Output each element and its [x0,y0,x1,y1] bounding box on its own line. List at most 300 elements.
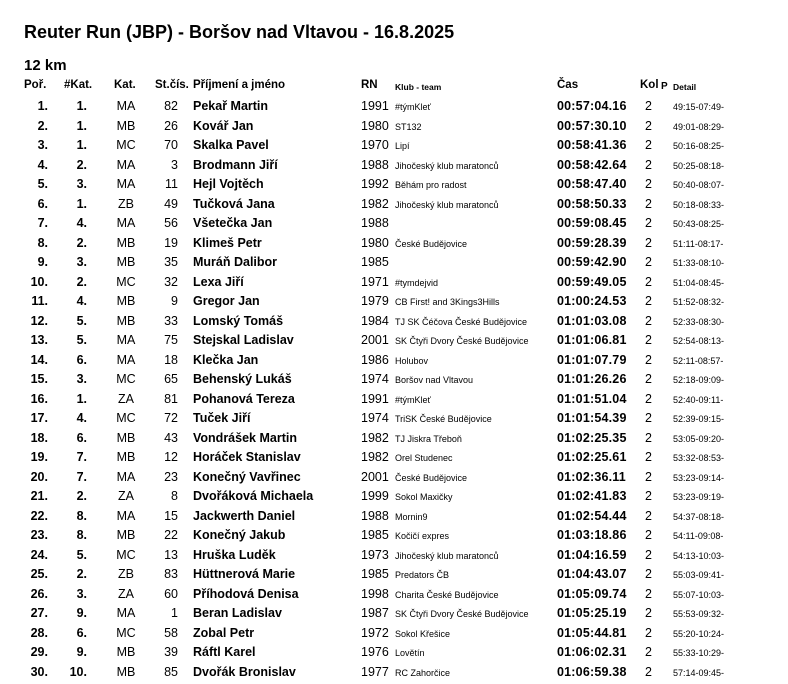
finish-time: 00:58:50.33 [557,196,627,211]
start-number: 83 [164,567,178,581]
split-detail: 51:11-08:17- [673,238,724,249]
rank: 18. [30,430,48,445]
split-detail: 52:11-08:57- [673,355,724,366]
table-row [0,546,788,566]
table-row [0,585,788,605]
category-rank: 9. [76,606,87,620]
category: ZA [118,489,134,503]
table-row [0,565,788,585]
header-kol: Kol [640,79,659,91]
rank: 24. [30,547,48,562]
club: Sokol Maxičky [395,492,453,502]
runner-name: Skalka Pavel [193,138,269,152]
rank: 10. [30,274,48,289]
runner-name: Dvořák Bronislav [193,664,296,679]
category-rank: 2. [76,157,87,172]
laps: 2 [645,625,652,640]
start-number: 82 [164,99,178,113]
finish-time: 00:57:30.10 [557,118,627,133]
runner-name: Zobal Petr [193,625,255,640]
rank: 28. [30,625,48,640]
table-row [0,175,788,195]
split-detail: 52:18-09:09- [673,375,725,385]
category-rank: 1. [76,99,87,113]
results-table [0,97,788,682]
finish-time: 01:01:26.26 [557,372,627,386]
start-number: 15 [164,508,178,523]
start-number: 32 [164,274,178,289]
rank: 25. [30,567,48,581]
birth-year: 1984 [361,313,389,328]
club: TJ Jiskra Třeboň [395,433,462,444]
table-row [0,156,788,176]
laps: 2 [645,586,652,601]
category: MB [116,664,136,679]
split-detail: 50:43-08:25- [673,219,725,229]
birth-year: 1985 [361,528,389,542]
table-row [0,409,788,429]
laps: 2 [645,235,652,250]
split-detail: 53:05-09:20- [673,433,725,444]
category: MA [116,157,136,172]
category: MA [116,352,136,367]
birth-year: 1982 [361,196,389,211]
birth-year: 1988 [361,216,389,230]
rank: 21. [30,489,48,503]
category-rank: 5. [76,547,87,562]
runner-name: Lexa Jiří [193,274,244,289]
category-rank: 3. [76,255,87,269]
category-rank: 6. [76,430,87,445]
category: MA [116,99,136,113]
finish-time: 01:01:07.79 [557,352,627,367]
rank: 6. [37,196,48,211]
category-rank: 6. [76,625,87,640]
category: MA [116,333,136,347]
rank: 8. [37,235,48,250]
category: MA [116,216,136,230]
category: ZA [118,586,134,601]
runner-name: Behenský Lukáš [193,372,292,386]
rank: 22. [30,508,48,523]
runner-name: Klimeš Petr [193,235,262,250]
birth-year: 1999 [361,489,389,503]
club: TJ SK Čéčova České Budějovice [395,316,528,327]
rank: 4. [37,157,48,172]
rank: 7. [37,216,48,230]
category-rank: 3. [76,586,87,601]
split-detail: 55:03-09:41- [673,570,725,580]
laps: 2 [645,255,652,269]
category: MA [116,508,136,523]
runner-name: Tučková Jana [193,196,275,211]
start-number: 85 [164,664,178,679]
header-por: Poř. [24,79,47,91]
split-detail: 55:07-10:03- [673,589,725,600]
runner-name: Hejl Vojtěch [193,177,264,191]
laps: 2 [645,411,652,425]
start-number: 18 [164,352,178,367]
category-rank: 2. [76,489,87,503]
category: MC [116,625,136,640]
club: České Budějovice [395,238,468,249]
laps: 2 [645,450,652,464]
table-header [0,79,788,95]
header-club: Klub - team [395,82,442,92]
runner-name: Horáček Stanislav [193,450,301,464]
club: #týmKleť [395,394,431,405]
laps: 2 [645,313,652,328]
runner-name: Kovář Jan [193,118,254,133]
category: ZB [118,196,134,211]
rank: 13. [30,333,48,347]
rank: 2. [37,118,48,133]
start-number: 56 [164,216,178,230]
laps: 2 [645,645,652,659]
club: Predators ČB [395,570,450,580]
table-row [0,526,788,546]
laps: 2 [645,138,652,152]
header-kat-num: #Kat. [64,79,93,91]
club: #týmKleť [395,102,431,112]
category: MA [116,606,136,620]
split-detail: 52:40-09:11- [673,394,724,405]
club: SK Čtyři Dvory České Budějovice [395,609,529,619]
table-row [0,390,788,410]
split-detail: 54:13-10:03- [673,550,725,561]
category-rank: 1. [76,391,87,406]
start-number: 22 [164,528,178,542]
laps: 2 [645,508,652,523]
table-row [0,487,788,507]
club: Boršov nad Vltavou [395,375,474,385]
split-detail: 54:37-08:18- [673,511,725,522]
split-detail: 55:53-09:32- [673,609,725,619]
birth-year: 1980 [361,118,389,133]
runner-name: Klečka Jan [193,352,259,367]
category: MC [116,138,136,152]
birth-year: 1972 [361,625,389,640]
split-detail: 49:01-08:29- [673,121,725,132]
table-row [0,117,788,137]
runner-name: Pohanová Tereza [193,391,295,406]
table-row [0,292,788,312]
runner-name: Stejskal Ladislav [193,333,294,347]
rank: 3. [37,138,48,152]
finish-time: 01:05:09.74 [557,586,627,601]
laps: 2 [645,157,652,172]
table-row [0,195,788,215]
start-number: 81 [164,391,178,406]
table-row [0,468,788,488]
rank: 20. [30,469,48,484]
start-number: 11 [165,177,178,191]
finish-time: 01:05:25.19 [557,606,627,620]
birth-year: 2001 [361,333,389,347]
laps: 2 [645,372,652,386]
birth-year: 2001 [361,469,389,484]
category: ZB [118,567,134,581]
table-row [0,663,788,683]
split-detail: 55:33-10:29- [673,648,725,658]
header-kat: Kat. [114,79,136,91]
start-number: 12 [164,450,178,464]
laps: 2 [645,274,652,289]
rank: 30. [30,664,48,679]
laps: 2 [645,177,652,191]
club: České Budějovice [395,472,468,483]
category-rank: 1. [76,138,87,152]
runner-name: Brodmann Jiří [193,157,278,172]
birth-year: 1974 [361,411,389,425]
category: MC [116,274,136,289]
split-detail: 52:54-08:13- [673,336,725,346]
category-rank: 5. [76,313,87,328]
club: Charita České Budějovice [395,589,499,600]
laps: 2 [645,489,652,503]
laps: 2 [645,606,652,620]
category: MC [116,372,136,386]
start-number: 1 [171,606,178,620]
category-rank: 2. [76,567,87,581]
finish-time: 01:02:54.44 [557,508,627,523]
rank: 15. [30,372,48,386]
split-detail: 49:15-07:49- [673,102,725,112]
category-rank: 7. [76,469,87,484]
finish-time: 01:01:54.39 [557,411,627,425]
runner-name: Gregor Jan [193,294,260,308]
runner-name: Konečný Vavřinec [193,469,301,484]
category-title: 12 km [24,57,67,74]
category-rank: 4. [76,411,87,425]
table-row [0,429,788,449]
split-detail: 51:04-08:45- [673,277,725,288]
laps: 2 [645,469,652,484]
laps: 2 [645,391,652,406]
split-detail: 53:23-09:14- [673,472,725,483]
finish-time: 01:01:03.08 [557,313,627,328]
table-row [0,370,788,390]
rank: 5. [37,177,48,191]
birth-year: 1991 [361,99,389,113]
category-rank: 3. [76,372,87,386]
birth-year: 1988 [361,508,389,523]
club: Běhám pro radost [395,180,467,190]
rank: 1. [37,99,48,113]
club: Orel Studenec [395,453,453,463]
runner-name: Muráň Dalibor [193,255,278,269]
start-number: 19 [164,235,178,250]
start-number: 70 [164,138,178,152]
finish-time: 01:04:16.59 [557,547,627,562]
club: Sokol Křešice [395,628,451,639]
rank: 23. [30,528,48,542]
club: TriSK České Budějovice [395,414,492,424]
start-number: 35 [164,255,178,269]
runner-name: Příhodová Denisa [193,586,299,601]
category: MB [116,118,136,133]
finish-time: 01:02:36.11 [557,469,626,484]
club: SK Čtyři Dvory České Budějovice [395,336,529,346]
club: Jihočeský klub maratonců [395,199,499,210]
category-rank: 1. [76,196,87,211]
finish-time: 00:59:42.90 [557,255,627,269]
table-row [0,624,788,644]
split-detail: 51:33-08:10- [673,258,725,268]
runner-name: Konečný Jakub [193,528,286,542]
club: CB First! and 3Kings3Hills [395,297,500,307]
category-rank: 4. [76,294,87,308]
laps: 2 [645,430,652,445]
rank: 11. [31,294,48,308]
start-number: 33 [164,313,178,328]
finish-time: 01:02:41.83 [557,489,627,503]
start-number: 43 [164,430,178,445]
category-rank: 6. [76,352,87,367]
start-number: 58 [164,625,178,640]
laps: 2 [645,99,652,113]
category-rank: 2. [76,235,87,250]
birth-year: 1992 [361,177,389,191]
runner-name: Tuček Jiří [193,411,251,425]
split-detail: 50:16-08:25- [673,141,725,151]
category-rank: 1. [76,118,87,133]
table-row [0,214,788,234]
rank: 19. [30,450,48,464]
split-detail: 50:18-08:33- [673,199,725,210]
table-row [0,448,788,468]
club: ST132 [395,121,422,132]
finish-time: 01:01:06.81 [557,333,627,347]
start-number: 9 [171,294,178,308]
category: MC [116,547,136,562]
birth-year: 1979 [361,294,389,308]
category-rank: 3. [76,177,87,191]
runner-name: Beran Ladislav [193,606,282,620]
category-rank: 7. [76,450,87,464]
table-row [0,331,788,351]
split-detail: 55:20-10:24- [673,628,725,639]
finish-time: 01:02:25.61 [557,450,627,464]
header-p: P [661,81,668,92]
birth-year: 1985 [361,255,389,269]
category-rank: 9. [76,645,87,659]
start-number: 23 [164,469,178,484]
laps: 2 [645,547,652,562]
start-number: 72 [164,411,178,425]
runner-name: Vondrášek Martin [193,430,297,445]
birth-year: 1974 [361,372,389,386]
birth-year: 1971 [361,274,389,289]
finish-time: 01:01:51.04 [557,391,627,406]
finish-time: 01:00:24.53 [557,294,627,308]
split-detail: 52:39-09:15- [673,414,725,424]
finish-time: 01:06:02.31 [557,645,627,659]
header-cas: Čas [557,79,579,91]
birth-year: 1991 [361,391,389,406]
club: Kočičí expres [395,531,450,541]
finish-time: 01:02:25.35 [557,430,627,445]
birth-year: 1986 [361,352,389,367]
finish-time: 00:58:47.40 [557,177,627,191]
finish-time: 01:04:43.07 [557,567,627,581]
laps: 2 [645,216,652,230]
category: MA [116,177,136,191]
birth-year: 1985 [361,567,389,581]
start-number: 39 [164,645,178,659]
split-detail: 54:11-09:08- [673,531,724,541]
split-detail: 53:23-09:19- [673,492,725,502]
laps: 2 [645,196,652,211]
laps: 2 [645,333,652,347]
start-number: 60 [164,586,178,601]
runner-name: Lomský Tomáš [193,313,284,328]
birth-year: 1988 [361,157,389,172]
start-number: 13 [164,547,178,562]
birth-year: 1976 [361,645,389,659]
table-row [0,604,788,624]
header-stcis: St.čís. [155,79,189,91]
category-rank: 5. [76,333,87,347]
laps: 2 [645,118,652,133]
laps: 2 [645,567,652,581]
table-row [0,643,788,663]
finish-time: 01:06:59.38 [557,664,627,679]
category: MB [116,255,136,269]
rank: 14. [30,352,48,367]
runner-name: Hruška Luděk [193,547,276,562]
table-row [0,507,788,527]
category: MB [116,313,136,328]
table-row [0,234,788,254]
finish-time: 00:57:04.16 [557,99,627,113]
table-row [0,253,788,273]
category: MA [116,469,136,484]
category: MB [116,294,136,308]
table-row [0,312,788,332]
table-row [0,97,788,117]
header-detail: Detail [673,82,697,92]
finish-time: 00:58:42.64 [557,157,627,172]
start-number: 49 [164,196,178,211]
laps: 2 [645,528,652,542]
runner-name: Jackwerth Daniel [193,508,296,523]
club: Lipí [395,141,410,151]
category: MB [116,235,136,250]
finish-time: 01:05:44.81 [557,625,627,640]
birth-year: 1982 [361,430,389,445]
category: ZA [118,391,134,406]
start-number: 65 [164,372,178,386]
category: MB [116,450,136,464]
birth-year: 1970 [361,138,389,152]
birth-year: 1980 [361,235,389,250]
finish-time: 00:59:28.39 [557,235,627,250]
finish-time: 00:58:41.36 [557,138,627,152]
rank: 26. [30,586,48,601]
table-row [0,136,788,156]
split-detail: 50:25-08:18- [673,160,725,171]
split-detail: 50:40-08:07- [673,180,725,190]
rank: 9. [37,255,48,269]
category: MC [116,411,136,425]
start-number: 8 [171,489,178,503]
birth-year: 1987 [361,606,389,620]
category-rank: 8. [76,508,87,523]
header-rn: RN [361,79,378,91]
club: Holubov [395,355,429,366]
rank: 12. [30,313,48,328]
